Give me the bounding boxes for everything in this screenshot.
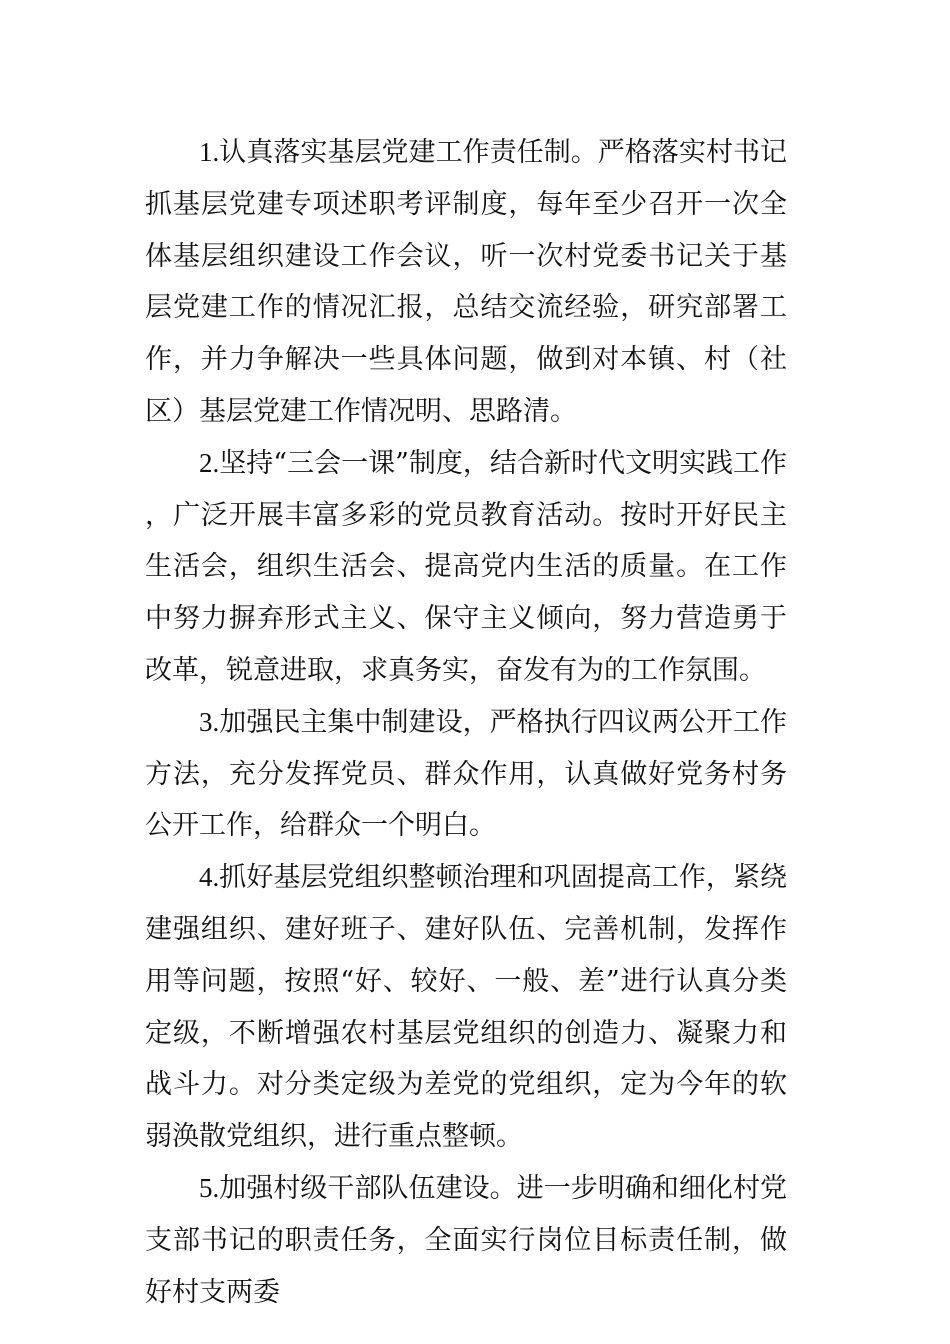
paragraph-number: 3.	[199, 706, 220, 737]
paragraph-text: 加强民主集中制建设，严格执行四议两公开工作方法，充分发挥党员、群众作用，认真做好党务村务公开工作，给群众一个明白。	[145, 706, 787, 842]
paragraph-4	[145, 852, 787, 1163]
paragraph-number: 4.	[199, 862, 220, 893]
paragraph-text: 认真落实基层党建工作责任制。严格落实村书记抓基层党建专项述职考评制度，每年至少召开一次全体基层组织建设工作会议，听一次村党委书记关于基层党建工作的情况汇报，总结交流经验，研究部署工作，并力争解决一些具体问题，做到对本镇、村（社区）基层党建工作情况明、思路清。	[145, 137, 787, 427]
paragraph-2	[145, 438, 787, 697]
paragraph-number: 5.	[199, 1172, 220, 1203]
paragraph-number: 1.	[199, 137, 220, 167]
paragraph-1	[145, 127, 787, 438]
paragraph-3	[145, 697, 787, 852]
paragraph-text: 抓好基层党组织整顿治理和巩固提高工作，紧绕建强组织、建好班子、建好队伍、完善机制，发挥作用等问题，按照“好、较好、一般、差”进行认真分类定级，不断增强农村基层党组织的创造力、凝聚力和战斗力。对分类定级为差党的党组织，定为今年的软弱涣散党组织，进行重点整顿。	[145, 862, 787, 1153]
paragraph-text: 加强村级干部队伍建设。进一步明确和细化村党支部书记的职责任务，全面实行岗位目标责任制，做好村支两委	[145, 1172, 787, 1308]
paragraph-number: 2.	[199, 447, 220, 478]
paragraph-text: 坚持“三会一课”制度，结合新时代文明实践工作，广泛开展丰富多彩的党员教育活动。按时开好民主生活会，组织生活会、提高党内生活的质量。在工作中努力摒弃形式主义、保守主义倾向，努力营造勇于改革，锐意进取，求真务实，奋发有为的工作氛围。	[145, 447, 787, 686]
paragraph-5	[145, 1163, 787, 1318]
document-body	[145, 127, 787, 1318]
